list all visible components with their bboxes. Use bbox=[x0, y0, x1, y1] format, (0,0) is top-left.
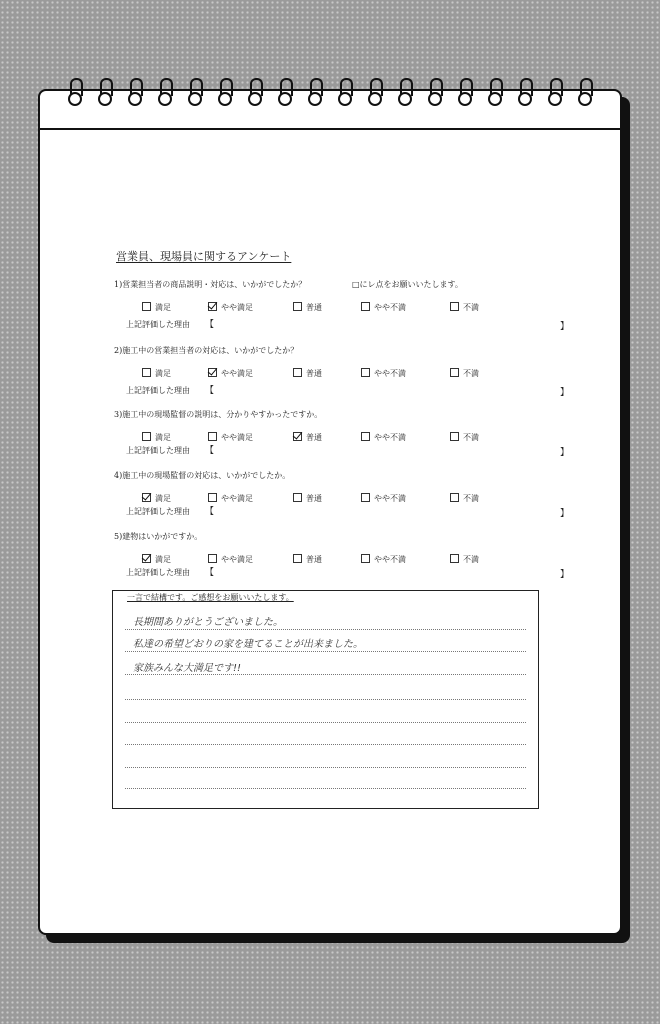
binding-ring-icon bbox=[128, 78, 142, 108]
rating-option[interactable] bbox=[450, 368, 479, 379]
handwritten-comment: 家族みんな大満足です!! bbox=[133, 663, 242, 674]
rating-option[interactable] bbox=[142, 302, 171, 313]
rating-option[interactable] bbox=[361, 554, 406, 565]
rating-option[interactable] bbox=[361, 368, 406, 379]
checkbox-icon[interactable] bbox=[293, 368, 302, 377]
rating-option[interactable] bbox=[208, 368, 253, 379]
binding-ring-icon bbox=[428, 78, 442, 108]
rating-option[interactable] bbox=[208, 554, 253, 565]
checkbox-icon[interactable] bbox=[361, 368, 370, 377]
rating-option[interactable] bbox=[361, 432, 406, 443]
reason-bracket-close: 】 bbox=[560, 388, 570, 398]
reason-bracket-close: 】 bbox=[560, 509, 570, 519]
rating-option[interactable] bbox=[208, 302, 253, 313]
rating-option-label: 満足 bbox=[155, 433, 171, 442]
rating-option-label: やや満足 bbox=[221, 555, 253, 564]
rating-option-label: 満足 bbox=[155, 494, 171, 503]
rating-option-label: やや満足 bbox=[221, 369, 253, 378]
rating-option[interactable] bbox=[142, 554, 171, 565]
reason-label: 上記評価した理由 bbox=[126, 507, 190, 516]
checked-checkbox-icon[interactable] bbox=[208, 368, 217, 377]
rating-option-label: やや満足 bbox=[221, 433, 253, 442]
reason-bracket-close: 】 bbox=[560, 448, 570, 458]
binding-ring-icon bbox=[398, 78, 412, 108]
rating-option-label: 普通 bbox=[306, 555, 322, 564]
rating-option-label: 満足 bbox=[155, 369, 171, 378]
comment-line bbox=[125, 651, 526, 652]
rating-option[interactable] bbox=[361, 302, 406, 313]
binding-ring-icon bbox=[548, 78, 562, 108]
reason-label: 上記評価した理由 bbox=[126, 446, 190, 455]
rating-option-label: 不満 bbox=[463, 494, 479, 503]
checkbox-icon[interactable] bbox=[293, 302, 302, 311]
rating-option-label: 普通 bbox=[306, 494, 322, 503]
comment-line bbox=[125, 699, 526, 700]
reason-bracket-open: 【 bbox=[205, 568, 215, 578]
rating-option[interactable] bbox=[293, 302, 322, 313]
comment-line bbox=[125, 767, 526, 768]
binding-ring-icon bbox=[248, 78, 262, 108]
reason-bracket-open: 【 bbox=[205, 446, 215, 456]
rating-option[interactable] bbox=[293, 368, 322, 379]
binding-ring-icon bbox=[308, 78, 322, 108]
question-text: 5)建物はいかがですか。 bbox=[114, 532, 203, 541]
rating-option-label: やや満足 bbox=[221, 494, 253, 503]
check-instruction: □にレ点をお願いいたします。 bbox=[352, 280, 463, 289]
rating-option[interactable] bbox=[293, 493, 322, 504]
checkbox-icon[interactable] bbox=[361, 432, 370, 441]
question-text: 4)施工中の現場監督の対応は、いかがでしたか。 bbox=[114, 471, 291, 480]
checkbox-icon[interactable] bbox=[208, 493, 217, 502]
checkbox-icon[interactable] bbox=[361, 493, 370, 502]
binding-ring-icon bbox=[518, 78, 532, 108]
comment-box bbox=[112, 590, 539, 809]
checkbox-icon[interactable] bbox=[450, 368, 459, 377]
comment-header: 一言で結構です。ご感想をお願いいたします。 bbox=[127, 593, 294, 602]
rating-option[interactable] bbox=[142, 493, 171, 504]
rating-option[interactable] bbox=[450, 554, 479, 565]
comment-line bbox=[125, 722, 526, 723]
rating-option[interactable] bbox=[208, 493, 253, 504]
rating-option[interactable] bbox=[450, 493, 479, 504]
checkbox-icon[interactable] bbox=[142, 302, 151, 311]
checkbox-icon[interactable] bbox=[450, 554, 459, 563]
checkbox-icon[interactable] bbox=[142, 432, 151, 441]
notepad-binding-line bbox=[40, 128, 620, 130]
checked-checkbox-icon[interactable] bbox=[142, 554, 151, 563]
checkbox-icon[interactable] bbox=[142, 368, 151, 377]
handwritten-comment: 長期間ありがとうございました。 bbox=[133, 617, 283, 628]
checkbox-icon[interactable] bbox=[361, 554, 370, 563]
binding-ring-icon bbox=[368, 78, 382, 108]
rating-option-label: 不満 bbox=[463, 303, 479, 312]
binding-ring-icon bbox=[578, 78, 592, 108]
comment-line bbox=[125, 629, 526, 630]
checkbox-icon[interactable] bbox=[450, 432, 459, 441]
reason-bracket-open: 【 bbox=[205, 386, 215, 396]
rating-option-label: 普通 bbox=[306, 369, 322, 378]
binding-ring-icon bbox=[338, 78, 352, 108]
checkbox-icon[interactable] bbox=[208, 432, 217, 441]
checkbox-icon[interactable] bbox=[293, 493, 302, 502]
rating-option[interactable] bbox=[142, 432, 171, 443]
checked-checkbox-icon[interactable] bbox=[142, 493, 151, 502]
checkbox-icon[interactable] bbox=[293, 554, 302, 563]
rating-option[interactable] bbox=[142, 368, 171, 379]
rating-option[interactable] bbox=[208, 432, 253, 443]
checked-checkbox-icon[interactable] bbox=[208, 302, 217, 311]
reason-label: 上記評価した理由 bbox=[126, 568, 190, 577]
rating-option[interactable] bbox=[293, 554, 322, 565]
checked-checkbox-icon[interactable] bbox=[293, 432, 302, 441]
survey-title: 営業員、現場員に関するアンケート bbox=[116, 250, 292, 263]
binding-ring-icon bbox=[278, 78, 292, 108]
binding-ring-icon bbox=[188, 78, 202, 108]
binding-ring-icon bbox=[68, 78, 82, 108]
checkbox-icon[interactable] bbox=[450, 302, 459, 311]
checkbox-icon[interactable] bbox=[361, 302, 370, 311]
rating-option-label: 不満 bbox=[463, 433, 479, 442]
comment-line bbox=[125, 744, 526, 745]
checkbox-icon[interactable] bbox=[208, 554, 217, 563]
rating-option-label: やや不満 bbox=[374, 433, 406, 442]
rating-option-label: やや不満 bbox=[374, 303, 406, 312]
rating-option[interactable] bbox=[450, 432, 479, 443]
reason-bracket-open: 【 bbox=[205, 320, 215, 330]
rating-option-label: やや不満 bbox=[374, 555, 406, 564]
rating-option-label: 満足 bbox=[155, 555, 171, 564]
comment-line bbox=[125, 788, 526, 789]
binding-ring-icon bbox=[488, 78, 502, 108]
rating-option-label: 不満 bbox=[463, 555, 479, 564]
binding-ring-icon bbox=[98, 78, 112, 108]
rating-option-label: やや不満 bbox=[374, 369, 406, 378]
question-text: 2)施工中の営業担当者の対応は、いかがでしたか？ bbox=[114, 346, 299, 355]
rating-option-label: 不満 bbox=[463, 369, 479, 378]
rating-option[interactable] bbox=[450, 302, 479, 313]
reason-bracket-close: 】 bbox=[560, 322, 570, 332]
rating-option-label: 普通 bbox=[306, 433, 322, 442]
binding-ring-icon bbox=[218, 78, 232, 108]
binding-ring-icon bbox=[458, 78, 472, 108]
rating-option-label: やや不満 bbox=[374, 494, 406, 503]
rating-option[interactable] bbox=[361, 493, 406, 504]
question-text: 3)施工中の現場監督の説明は、分かりやすかったですか。 bbox=[114, 410, 323, 419]
binding-ring-icon bbox=[158, 78, 172, 108]
handwritten-comment: 私達の希望どおりの家を建てることが出来ました。 bbox=[133, 639, 363, 650]
rating-option-label: 普通 bbox=[306, 303, 322, 312]
rating-option-label: 満足 bbox=[155, 303, 171, 312]
reason-bracket-open: 【 bbox=[205, 507, 215, 517]
reason-bracket-close: 】 bbox=[560, 570, 570, 580]
question-text: 1)営業担当者の商品説明・対応は、いかがでしたか？ bbox=[114, 280, 307, 289]
rating-option-label: やや満足 bbox=[221, 303, 253, 312]
rating-option[interactable] bbox=[293, 432, 322, 443]
reason-label: 上記評価した理由 bbox=[126, 320, 190, 329]
reason-label: 上記評価した理由 bbox=[126, 386, 190, 395]
checkbox-icon[interactable] bbox=[450, 493, 459, 502]
